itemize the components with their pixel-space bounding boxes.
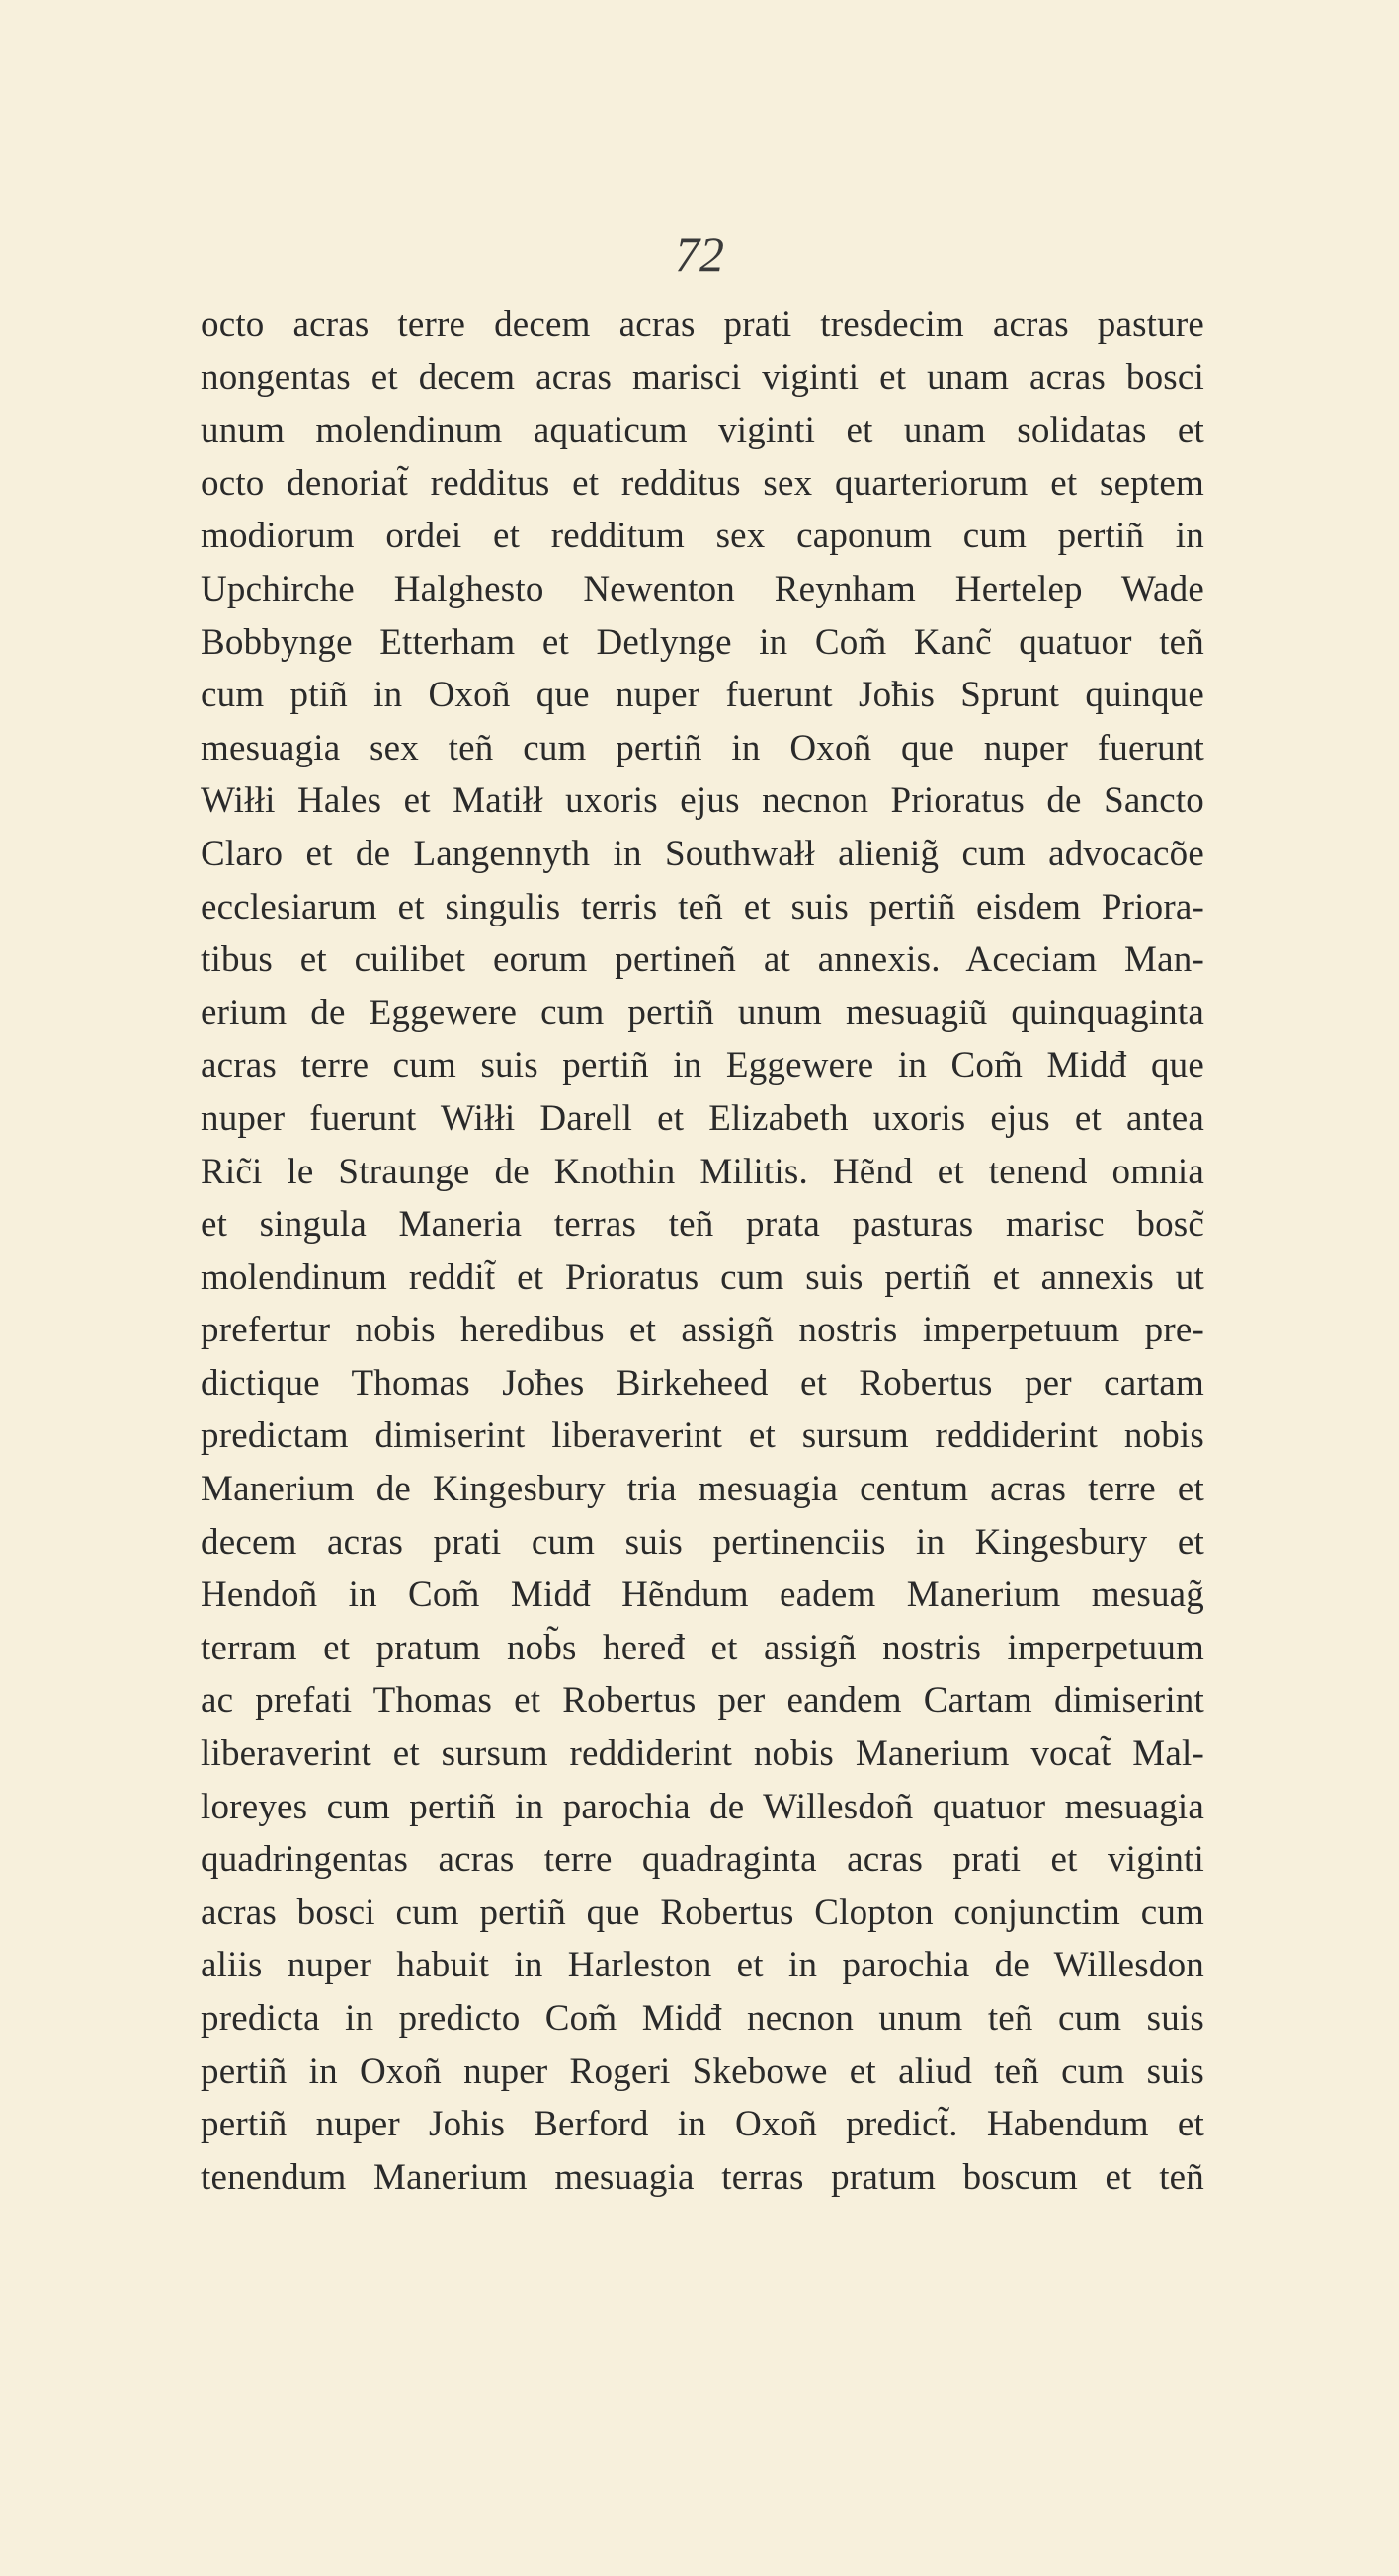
text-line: terram et pratum nob̃s heređ et assigñ nostris imperpetuum	[201, 1627, 1204, 1668]
text-line: et singula Maneria terras teñ prata pasturas marisc bosc̃	[201, 1204, 1204, 1246]
text-line: ac prefati Thomas et Robertus per eandem Cartam dimiserint	[201, 1680, 1204, 1722]
page-number: 72	[675, 226, 724, 282]
text-line: cum ptiñ in Oxoñ que nuper fuerunt Joħis Sprunt quinque	[201, 675, 1204, 716]
text-line: tibus et cuilibet eorum pertineñ at annexis. Aceciam Man-	[201, 939, 1204, 981]
text-line: predictam dimiserint liberaverint et sursum reddiderint nobis	[201, 1415, 1204, 1457]
text-line: pertiñ nuper Johis Berford in Oxoñ predict̃. Habendum et	[201, 2104, 1204, 2145]
text-line: modiorum ordei et redditum sex caponum cum pertiñ in	[201, 516, 1204, 557]
text-line: octo acras terre decem acras prati tresdecim acras pasture	[201, 304, 1204, 345]
text-line: predicta in predicto Com̃ Midđ necnon unum teñ cum suis	[201, 1998, 1204, 2039]
text-line: Claro et de Langennyth in Southwałł alienig̃ cum advocacõe	[201, 833, 1204, 874]
text-line: loreyes cum pertiñ in parochia de Willesdoñ quatuor mesuagia	[201, 1786, 1204, 1827]
text-line: ecclesiarum et singulis terris teñ et suis pertiñ eisdem Priora-	[201, 886, 1204, 927]
text-line: molendinum reddit̃ et Prioratus cum suis pertiñ et annexis ut	[201, 1256, 1204, 1298]
text-line: mesuagia sex teñ cum pertiñ in Oxoñ que nuper fuerunt	[201, 727, 1204, 768]
text-line: unum molendinum aquaticum viginti et unam solidatas et	[201, 410, 1204, 451]
text-line: Ric̃i le Straunge de Knothin Militis. Hẽnd et tenend omnia	[201, 1151, 1204, 1192]
text-line: octo denoriat̃ redditus et redditus sex quarteriorum et septem	[201, 462, 1204, 504]
text-line: tenendum Manerium mesuagia terras pratum boscum et teñ	[201, 2156, 1204, 2198]
text-line: liberaverint et sursum reddiderint nobis Manerium vocat̃ Mal-	[201, 1733, 1204, 1775]
text-line: quadringentas acras terre quadraginta acras prati et viginti	[201, 1839, 1204, 1881]
body-text	[201, 298, 1204, 2204]
text-line: Hendoñ in Com̃ Midđ Hẽndum eadem Manerium mesuag̃	[201, 1574, 1204, 1616]
text-line: dictique Thomas Joħes Birkeheed et Robertus per cartam	[201, 1362, 1204, 1404]
text-line: Upchirche Halghesto Newenton Reynham Hertelep Wade	[201, 568, 1204, 609]
text-line: erium de Eggewere cum pertiñ unum mesuagiũ quinquaginta	[201, 992, 1204, 1033]
text-line: Wiłłi Hales et Matiłł uxoris ejus necnon Prioratus de Sancto	[201, 780, 1204, 822]
text-line: Manerium de Kingesbury tria mesuagia centum acras terre et	[201, 1469, 1204, 1510]
text-line: acras bosci cum pertiñ que Robertus Clopton conjunctim cum	[201, 1892, 1204, 1933]
text-line: acras terre cum suis pertiñ in Eggewere in Com̃ Midđ que	[201, 1045, 1204, 1087]
text-line: Bobbynge Etterham et Detlynge in Com̃ Kanc̃ quatuor teñ	[201, 621, 1204, 663]
text-line: nongentas et decem acras marisci viginti et unam acras bosci	[201, 357, 1204, 398]
text-line: prefertur nobis heredibus et assigñ nostris imperpetuum pre-	[201, 1310, 1204, 1351]
text-line: nuper fuerunt Wiłłi Darell et Elizabeth uxoris ejus et antea	[201, 1097, 1204, 1139]
text-line: pertiñ in Oxoñ nuper Rogeri Skebowe et aliud teñ cum suis	[201, 2051, 1204, 2092]
text-line: aliis nuper habuit in Harleston et in parochia de Willesdon	[201, 1945, 1204, 1986]
text-line: decem acras prati cum suis pertinenciis in Kingesbury et	[201, 1521, 1204, 1563]
